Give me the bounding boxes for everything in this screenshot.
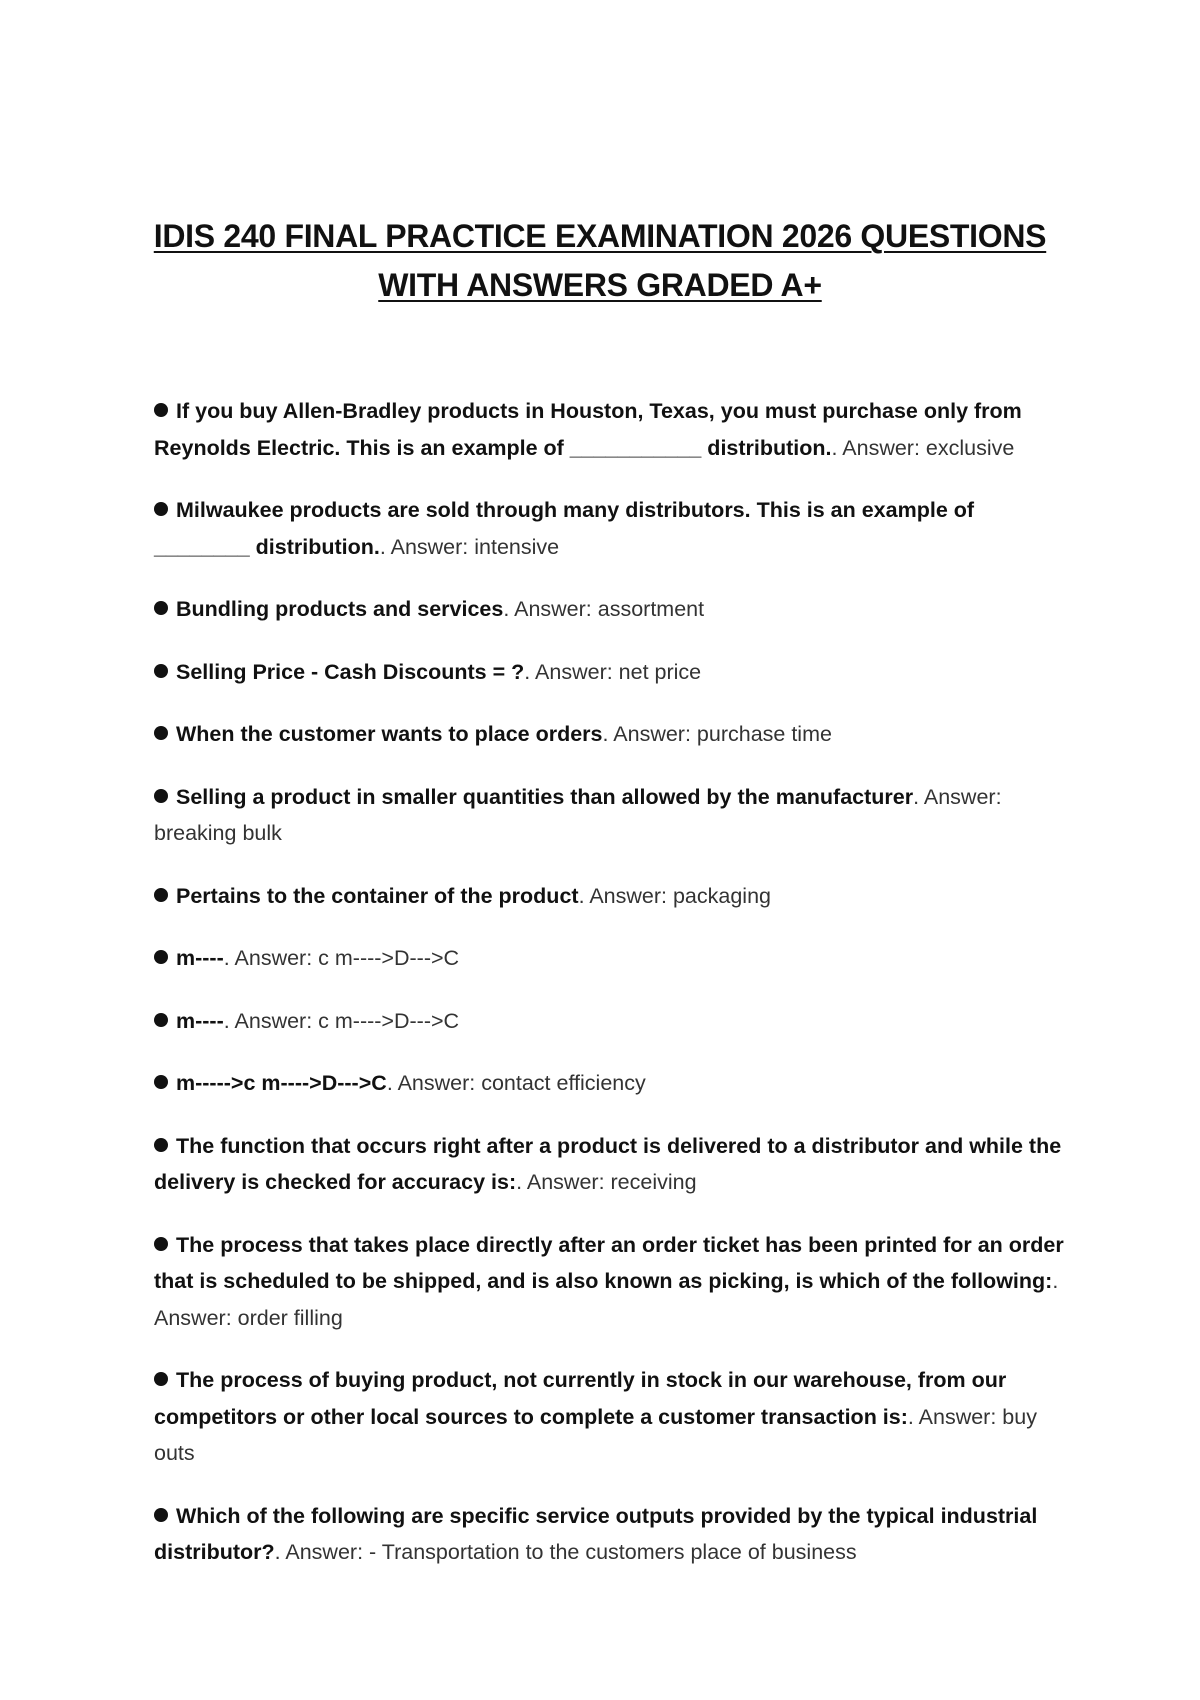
answer-text: . Answer: buy outs	[154, 1404, 1037, 1465]
document-title	[140, 212, 1060, 310]
answer-text: . Answer: purchase time	[602, 722, 832, 746]
answer-text: . Answer: contact efficiency	[386, 1071, 646, 1095]
question-text: The process that takes place directly after an order ticket has been printed for an order that is scheduled to be shipped, and is also known as picking, is which of the following:	[154, 1232, 1064, 1293]
bullet-icon	[154, 1138, 168, 1152]
answer-text: . Answer: receiving	[516, 1170, 697, 1194]
question-text: If you buy Allen-Bradley products in Houston, Texas, you must purchase only from Reynolds Electric. This is an example of ___________ distribution.	[154, 399, 1022, 460]
qa-item	[154, 1227, 1074, 1337]
bullet-icon	[154, 726, 168, 740]
qa-item	[154, 591, 1074, 628]
question-text: m----	[176, 946, 224, 970]
answer-text: . Answer: packaging	[578, 883, 771, 908]
answer-text: . Answer: exclusive	[831, 435, 1015, 460]
answer-text: . Answer: c m---->D--->C	[223, 1008, 460, 1033]
bullet-icon	[154, 1372, 168, 1386]
qa-item	[154, 654, 1074, 691]
bullet-icon	[154, 1508, 168, 1522]
title-line-2: WITH ANSWERS GRADED A+	[378, 267, 822, 303]
qa-item	[154, 492, 1074, 565]
question-text: m----->c m---->D--->C	[176, 1071, 387, 1095]
answer-text: . Answer: intensive	[379, 534, 560, 559]
question-text: Which of the following are specific service outputs provided by the typical industrial distributor?	[154, 1503, 1038, 1564]
qa-item	[154, 393, 1074, 466]
qa-item	[154, 779, 1074, 852]
bullet-icon	[154, 601, 168, 615]
bullet-icon	[154, 1237, 168, 1251]
answer-text: . Answer: c m---->D--->C	[223, 946, 460, 970]
qa-list	[154, 393, 1074, 1597]
qa-item	[154, 878, 1074, 915]
answer-text: . Answer: assortment	[503, 597, 705, 621]
bullet-icon	[154, 888, 168, 902]
qa-item	[154, 1065, 1074, 1102]
question-text: m----	[176, 1008, 224, 1033]
question-text: The process of buying product, not currently in stock in our warehouse, from our competitors or other local sources to complete a customer transaction is:	[154, 1368, 1007, 1429]
qa-item	[154, 716, 1074, 753]
bullet-icon	[154, 789, 168, 803]
question-text: Bundling products and services	[176, 597, 504, 621]
qa-item	[154, 1498, 1074, 1571]
question-text: When the customer wants to place orders	[176, 722, 603, 746]
bullet-icon	[154, 950, 168, 964]
answer-text: . Answer: net price	[524, 659, 702, 684]
bullet-icon	[154, 403, 168, 417]
bullet-icon	[154, 1013, 168, 1027]
qa-item	[154, 1128, 1074, 1201]
answer-text: . Answer: breaking bulk	[154, 784, 1002, 845]
bullet-icon	[154, 502, 168, 516]
question-text: The function that occurs right after a product is delivered to a distributor and while the delivery is checked for accuracy is:	[154, 1133, 1062, 1194]
qa-item	[154, 1003, 1074, 1040]
answer-text: . Answer: - Transportation to the customers place of business	[274, 1540, 857, 1564]
question-text: Pertains to the container of the product	[176, 883, 579, 908]
bullet-icon	[154, 1075, 168, 1089]
qa-item	[154, 1362, 1074, 1472]
bullet-icon	[154, 664, 168, 678]
qa-item	[154, 940, 1074, 977]
question-text: Selling a product in smaller quantities than allowed by the manufacturer	[176, 784, 914, 809]
question-text: Milwaukee products are sold through many distributors. This is an example of ________ distribution.	[154, 498, 975, 559]
question-text: Selling Price - Cash Discounts = ?	[176, 659, 525, 684]
answer-text: . Answer: order filling	[154, 1269, 1059, 1330]
title-line-1: IDIS 240 FINAL PRACTICE EXAMINATION 2026 QUESTIONS	[153, 218, 1047, 254]
